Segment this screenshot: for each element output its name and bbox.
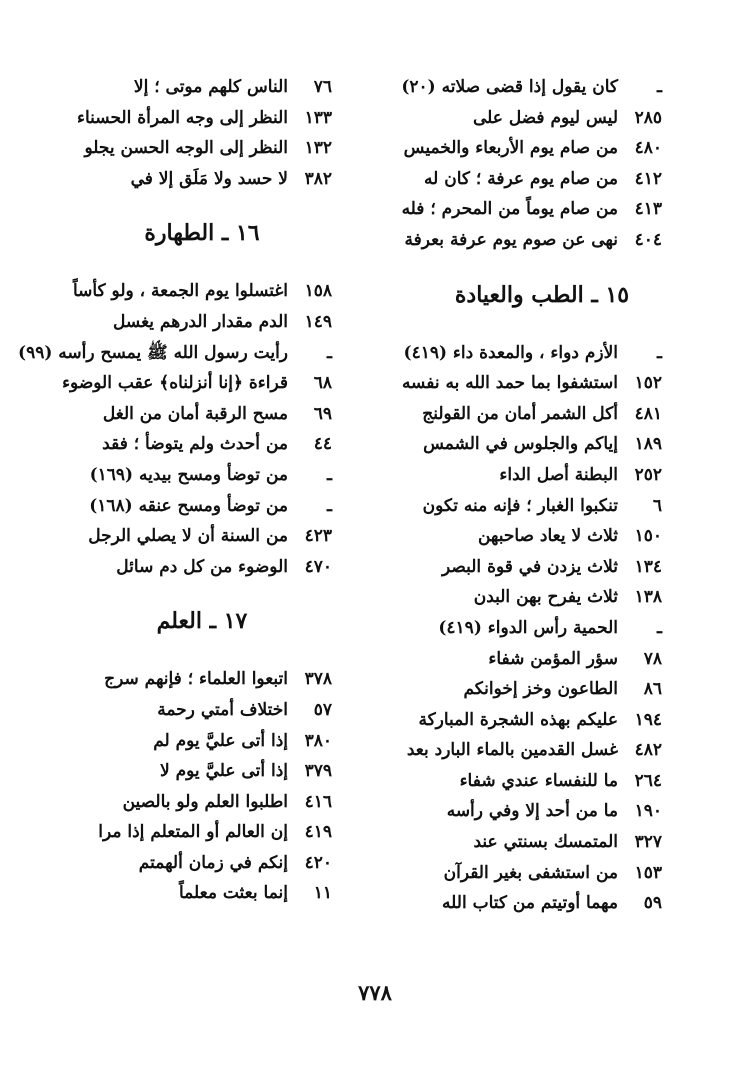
entry-text: النظر إلى وجه المرأة الحسناء [76,107,288,128]
entry-text: البطنة أصل الداء [499,464,618,485]
entry-text: إنما بعثت معلماً [179,883,288,904]
index-entry [32,276,332,307]
index-entry [362,582,662,613]
index-entry [362,674,662,705]
index-entry [32,878,332,909]
index-entry [32,491,332,522]
entry-text: عليكم بهذه الشجرة المباركة [418,709,618,730]
index-entry [32,521,332,552]
index-entry [362,644,662,675]
index-entry [362,399,662,430]
entry-number: ٥٧ [313,699,332,720]
index-entry [32,817,332,848]
entry-number: ١٣٣ [304,107,332,128]
index-entry [362,338,662,369]
entry-text: إذا أتى عليَّ يوم لا [160,761,288,782]
index-entry [362,705,662,736]
entry-number: ٢٦٤ [634,770,662,791]
entry-text: غسل القدمين بالماء البارد بعد [406,740,618,761]
entry-number: ٣٢٧ [634,832,662,853]
index-entry [362,796,662,827]
entry-text: قراءة ﴿إنا أنزلناه﴾ عقب الوضوء [62,373,288,394]
entry-number: ٤١٢ [634,168,662,189]
entry-text: ما من أحد إلا وفي رأسه [446,801,618,822]
index-entry [362,194,662,225]
left-column [18,72,332,909]
index-entry [32,307,332,338]
entry-number: ٦٩ [313,403,332,424]
entry-text: إياكم والجلوس في الشمس [423,434,618,455]
index-entry [362,613,662,644]
index-entry [362,858,662,889]
entry-number: ١٩٤ [634,709,662,730]
index-entry [362,735,662,766]
entry-text: سؤر المؤمن شفاء [488,648,618,669]
entry-text: لا حسد ولا مَلَق إلا في [130,168,288,189]
index-entry [32,399,332,430]
entry-number: ١١ [313,883,332,904]
entry-text: نهى عن صوم يوم عرفة بعرفة [404,229,618,250]
index-entry [362,368,662,399]
entry-text: ثلاث يزدن في قوة البصر [442,556,618,577]
page-number: ٧٧٨ [358,980,392,1005]
entry-number: ١٩٠ [634,801,662,822]
entry-number: ٢٨٥ [634,107,662,128]
entry-text: من توضأ ومسح عنقه (١٦٨) [89,495,288,516]
entry-text: المتمسك بسنتي عند [473,832,618,853]
index-entry [32,664,332,695]
entry-number: ١٣٨ [634,587,662,608]
entry-number: ٨٦ [643,679,662,700]
entry-number: ٤٢٣ [304,526,332,547]
index-entry [32,103,332,134]
entry-number: ٤٨٢ [634,740,662,761]
entry-number: ٤٨٠ [634,138,662,159]
entry-number: ١٥٠ [634,526,662,547]
entry-text: من صام يوم الأربعاء والخميس [403,138,618,159]
entry-number: ٤٤ [313,434,332,455]
entry-text: استشفوا بما حمد الله به نفسه [401,373,618,394]
entry-text: إنكم في زمان ألهمتم [138,852,288,873]
index-entry [362,133,662,164]
entry-text: من استشفى بغير القرآن [443,862,618,883]
entry-text: أكل الشمر أمان من القولنج [422,403,618,424]
index-entry [18,338,332,369]
section-heading: ١٧ ـ العلم [156,608,248,635]
entry-text: اختلاف أمتي رحمة [157,699,288,720]
index-entry [362,429,662,460]
section-heading: ١٦ ـ الطهارة [144,220,260,247]
entry-number: ٣٨٠ [304,730,332,751]
index-entry [362,491,662,522]
entry-text: كان يقول إذا قضى صلاته (٢٠) [401,77,618,97]
entry-text: ليس ليوم فضل على [472,107,618,128]
index-entry [32,756,332,787]
entry-text: من صام يوم عرفة ؛ كان له [424,168,618,189]
index-entry [362,766,662,797]
entry-number: ١٣٤ [634,556,662,577]
entry-text: من أحدث ولم يتوضأ ؛ فقد [102,434,288,455]
index-entry [362,460,662,491]
entry-text: مهما أوتيتم من كتاب الله [442,893,618,914]
entry-text: الناس كلهم موتى ؛ إلا [133,77,288,97]
entry-text: اغتسلوا يوم الجمعة ، ولو كأساً [72,281,288,302]
index-entry [32,429,332,460]
index-entry [362,72,662,103]
entry-text: الحمية رأس الدواء (٤١٩) [438,617,618,638]
index-entry [32,72,332,103]
entry-number: ٤٧٠ [304,556,332,577]
entry-number: ٤١٣ [634,199,662,220]
entry-text: من السنة أن لا يصلي الرجل [88,526,288,547]
index-entry [362,888,662,919]
entry-number: ـ [327,495,332,516]
entry-text: ما للنفساء عندي شفاء [459,770,618,791]
entry-number: ٢٥٢ [634,464,662,485]
index-entry [32,133,332,164]
entry-number: ٤١٦ [304,791,332,812]
entry-number: ١٥٣ [634,862,662,883]
entry-text: إن العالم أو المتعلم إذا مرا [98,822,288,843]
index-entry [32,787,332,818]
entry-number: ـ [657,77,662,97]
index-entry [362,552,662,583]
index-entry [32,552,332,583]
entry-number: ٦٨ [313,373,332,394]
index-entry [32,726,332,757]
section-heading: ١٥ ـ الطب والعيادة [454,281,630,308]
index-entry [362,164,662,195]
entry-text: ثلاث لا يعاد صاحبهن [477,526,618,547]
entry-number: ٤٠٤ [634,229,662,250]
entry-text: الطاعون وخز إخوانكم [463,679,618,700]
entry-number: ٣٨٢ [304,168,332,189]
index-entry [32,368,332,399]
entry-number: ١٣٢ [304,138,332,159]
index-entry [32,460,332,491]
entry-number: ٣٧٨ [304,669,332,690]
entry-number: ١٥٢ [634,373,662,394]
entry-text: مسح الرقبة أمان من الغل [102,403,288,424]
entry-number: ١٤٩ [304,311,332,332]
entry-text: تنكبوا الغبار ؛ فإنه منه تكون [422,495,618,516]
entry-number: ـ [327,464,332,485]
entry-number: ـ [657,617,662,638]
entry-number: ٣٧٩ [304,761,332,782]
entry-text: إذا أتى عليَّ يوم لم [153,730,288,751]
entry-text: اطلبوا العلم ولو بالصين [122,791,288,812]
index-entry [32,164,332,195]
entry-number: ـ [657,342,662,363]
index-entry [362,827,662,858]
entry-number: ٤٨١ [634,403,662,424]
right-column [362,72,662,919]
entry-text: الدم مقدار الدرهم يغسل [113,311,288,332]
entry-text: رأيت رسول الله ﷺ يمسح رأسه (٩٩) [18,342,288,363]
index-entry [362,225,662,256]
index-entry [362,103,662,134]
entry-number: ٤١٩ [304,822,332,843]
entry-text: من صام يوماً من المحرم ؛ فله [401,199,618,220]
entry-number: ٤٢٠ [304,852,332,873]
entry-number: ١٥٨ [304,281,332,302]
entry-number: ٦ [652,495,662,516]
entry-text: الوضوء من كل دم سائل [116,556,288,577]
entry-text: ثلاث يفرح بهن البدن [473,587,618,608]
entry-text: الأزم دواء ، والمعدة داء (٤١٩) [403,342,618,363]
entry-text: اتبعوا العلماء ؛ فإنهم سرج [104,669,288,690]
index-entry [32,695,332,726]
index-entry [32,848,332,879]
index-entry [362,521,662,552]
entry-number: ٥٩ [643,893,662,914]
entry-number: ٧٨ [643,648,662,669]
entry-text: من توضأ ومسح بيديه (١٦٩) [89,464,288,485]
entry-text: النظر إلى الوجه الحسن يجلو [84,138,288,159]
entry-number: ١٨٩ [634,434,662,455]
entry-number: ٧٦ [313,77,332,97]
entry-number: ـ [327,342,332,363]
